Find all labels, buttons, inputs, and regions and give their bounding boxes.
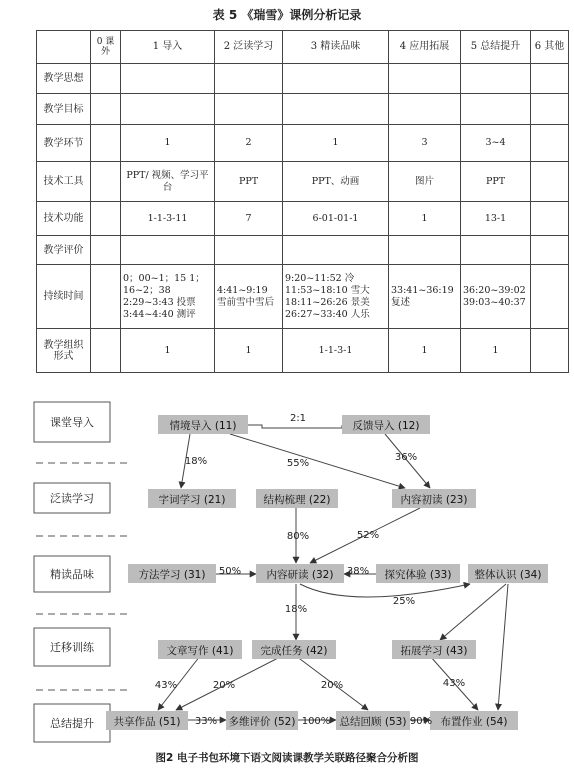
edge-label: 43% [442,678,466,689]
edge-label: 33% [194,716,218,727]
table-cell [121,64,215,94]
table-cell: PPT [215,162,283,202]
table-row [37,329,569,373]
node-label: 布置作业 (54) [440,716,508,728]
table-cell [91,202,121,236]
table-cell [389,236,461,265]
table-row [37,236,569,265]
table-cell: PPT [461,162,531,202]
header-cell: 3 精读品味 [283,31,389,64]
table-cell [91,94,121,125]
table-cell [531,202,569,236]
node-label: 拓展学习 (43) [400,645,468,657]
table-cell: 13-1 [461,202,531,236]
edge-11-23 [230,434,405,488]
row-label: 教学组织形式 [37,329,91,373]
diagram-caption: 图2 电子书包环境下语文阅读课教学关联路径聚合分析图 [155,752,419,764]
table-cell: 1-1-3-1 [283,329,389,373]
table-row [37,94,569,125]
table-row [37,162,569,202]
analysis-table [36,30,569,373]
table-cell: 1 [215,329,283,373]
table-cell [91,162,121,202]
row-label: 技术功能 [37,202,91,236]
table-cell [91,265,121,329]
table-cell [461,64,531,94]
edge-34-43 [440,584,506,640]
node-label: 字词学习 (21) [158,494,226,506]
table-title: 表 5 《瑞雪》课例分析记录 [212,8,362,22]
table-cell [215,94,283,125]
node-label: 完成任务 (42) [260,645,328,657]
node-label: 整体认识 (34) [474,569,542,581]
edge-label: 20% [320,680,344,691]
table-cell: 2 [215,125,283,162]
node-label: 方法学习 (31) [138,569,206,581]
stage-label: 课堂导入 [50,416,94,429]
header-cell: 5 总结提升 [461,31,531,64]
table-cell [121,236,215,265]
edge-label: 80% [286,531,310,542]
table-cell [215,236,283,265]
edge-label: 55% [286,458,310,469]
stage-label: 精读品味 [50,568,94,581]
table-cell: 0；00~1；15 1；16~2；38 2:29~3:43 投票 3:44~4:40 测评 [121,265,215,329]
table-header-row [37,31,569,64]
table-cell [283,64,389,94]
edge-32-34 [300,584,470,597]
table-cell [215,64,283,94]
edge-label: 20% [212,680,236,691]
table-cell [461,236,531,265]
table-cell [531,94,569,125]
table-cell: 33:41~36:19 复述 [389,265,461,329]
table-cell: 7 [215,202,283,236]
node-label: 共享作品 (51) [113,716,181,728]
edge-label: 25% [392,596,416,607]
table-cell: 1 [389,202,461,236]
table-cell [283,94,389,125]
edge-label: 36% [394,452,418,463]
table-cell [531,329,569,373]
table-cell: 1 [283,125,389,162]
table-cell: 3~4 [461,125,531,162]
header-cell: 6 其他 [531,31,569,64]
edge-label: 2:1 [289,413,307,424]
table-cell [121,94,215,125]
table-cell: PPT、动画 [283,162,389,202]
table-cell [461,94,531,125]
edge-34-54 [498,584,508,710]
table-cell [91,236,121,265]
table-cell: 4:41~9:19 雪前雪中雪后 [215,265,283,329]
table-cell [531,64,569,94]
edge-label: 90% [409,716,433,727]
node-label: 文章写作 (41) [166,645,234,657]
table-cell: 1 [121,125,215,162]
edge-label: 52% [356,530,380,541]
node-label: 反馈导入 (12) [352,420,420,432]
node-label: 探究体验 (33) [384,569,452,581]
row-label: 技术工具 [37,162,91,202]
row-label: 教学思想 [37,64,91,94]
table-cell [91,329,121,373]
table-cell: 1 [121,329,215,373]
table-cell [531,125,569,162]
table-cell [91,64,121,94]
node-label: 多维评价 (52) [228,716,296,728]
edge-label: 100% [301,716,331,727]
table-cell [531,236,569,265]
table-cell: 36:20~39:02 39:03~40:37 [461,265,531,329]
node-label: 内容初读 (23) [400,494,468,506]
table-cell [91,125,121,162]
table-row [37,64,569,94]
node-label: 结构梳理 (22) [263,494,331,506]
node-label: 情境导入 (11) [169,420,237,432]
edge-11-12 [248,425,342,428]
table-cell [283,236,389,265]
table-cell [531,265,569,329]
table-cell: 1 [389,329,461,373]
header-cell: 1 导入 [121,31,215,64]
table-cell [389,64,461,94]
table-cell: 1 [461,329,531,373]
path-diagram [0,388,574,748]
stage-label: 总结提升 [50,717,94,730]
edge-label: 38% [346,566,370,577]
edge-label: 50% [218,566,242,577]
edge-label: 43% [154,680,178,691]
stage-label: 泛读学习 [50,492,94,505]
table-cell: 9:20~11:52 冷 11:53~18:10 雪大 18:11~26:26 景美 26:27~33:40 人乐 [283,265,389,329]
edge-label: 18% [184,456,208,467]
table-cell [389,94,461,125]
row-label: 教学目标 [37,94,91,125]
edge-label: 18% [284,604,308,615]
node-label: 总结回顾 (53) [339,716,407,728]
table-row [37,265,569,329]
table-cell: 1-1-3-11 [121,202,215,236]
header-cell: 4 应用拓展 [389,31,461,64]
table-cell [531,162,569,202]
table-row [37,125,569,162]
row-label: 教学评价 [37,236,91,265]
row-label: 教学环节 [37,125,91,162]
table-cell: PPT/ 视频、学习平台 [121,162,215,202]
node-label: 内容研读 (32) [266,569,334,581]
header-cell: 2 泛读学习 [215,31,283,64]
table-cell: 图片 [389,162,461,202]
header-cell [37,31,91,64]
table-cell: 3 [389,125,461,162]
table-row [37,202,569,236]
table-cell: 6-01-01-1 [283,202,389,236]
stage-label: 迁移训练 [50,641,94,654]
row-label: 持续时间 [37,265,91,329]
header-cell: 0 课外 [91,31,121,64]
